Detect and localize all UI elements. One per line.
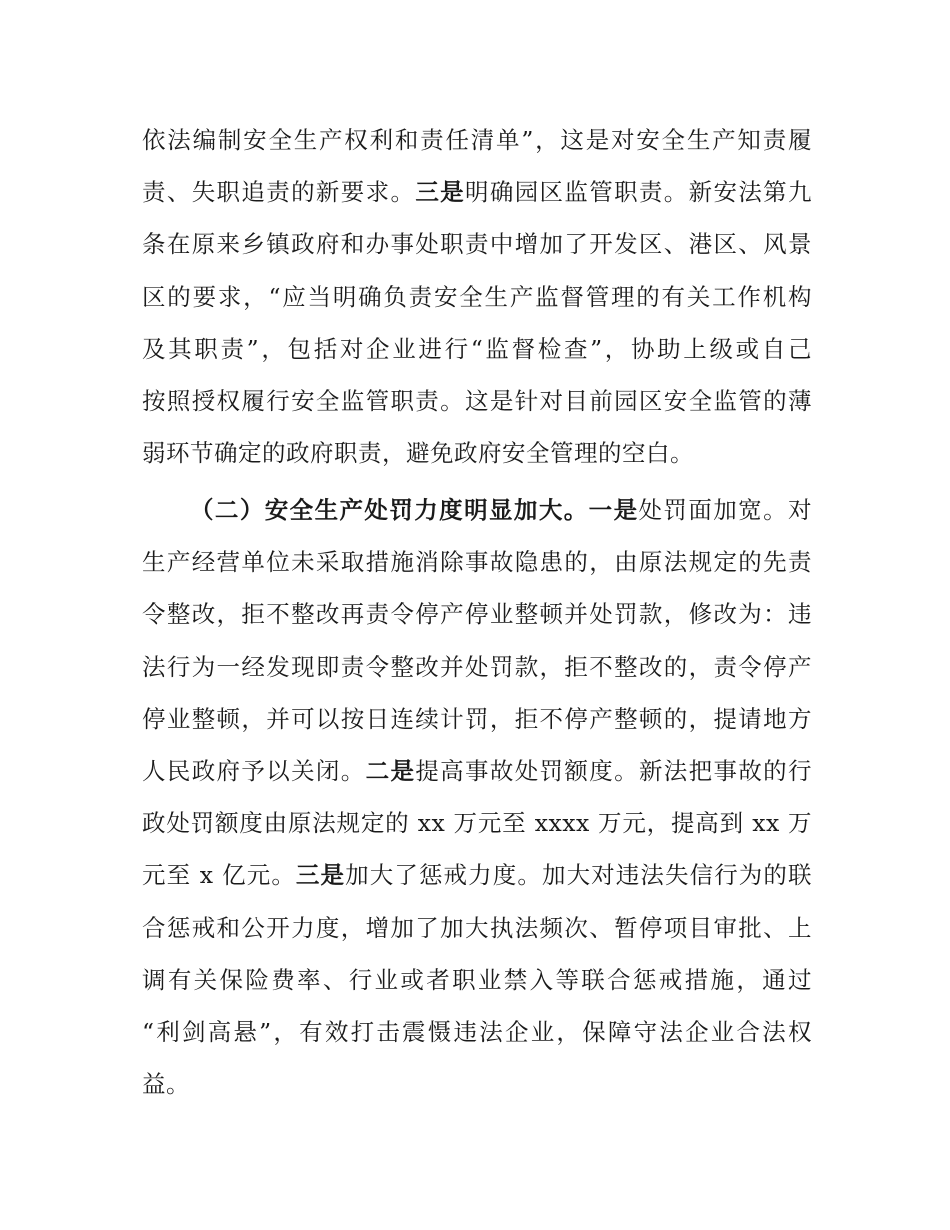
text-span: 责、失职追责的新要求。 [142,178,416,207]
text-span: 加大了惩戒力度。加大对违法失信行为的联 [345,861,813,890]
bold-text: 一是 [588,496,639,524]
text-span: 令整改，拒不整改再责令停产停业整顿并处罚款，修改为：违 [142,600,812,629]
text-line [142,647,812,687]
text-span: “利剑高悬”，有效打击震慑违法企业，保障守法企业合法权 [142,1018,812,1046]
text-span: 人民政府予以关闭。 [142,757,366,785]
text-span: 弱环节确定的政府职责，避免政府安全管理的空白。 [142,439,694,468]
text-line [142,1064,812,1104]
text-line [142,172,812,212]
text-line [190,490,812,530]
text-span: 处罚面加宽。对 [638,496,813,524]
text-span: 明确园区监管职责。新安法第九 [465,178,813,207]
text-line [142,542,812,582]
text-span: 生产经营单位未采取措施消除事故隐患的，由原法规定的先责 [142,548,812,577]
text-line [142,329,812,369]
bold-text: 三是 [415,178,466,207]
bold-text: 二是 [365,757,416,785]
text-span: 按照授权履行安全监管职责。这是针对目前园区安全监管的薄 [142,387,812,415]
text-span: 区的要求，“应当明确负责安全生产监督管理的有关工作机构 [142,282,812,311]
text-span: 元至 x 亿元。 [142,861,296,890]
text-line [142,855,812,895]
text-span: 条在原来乡镇政府和办事处职责中增加了开发区、港区、风景 [142,230,812,259]
text-line [142,751,812,791]
text-span: 合惩戒和公开力度，增加了加大执法频次、暂停项目审批、上 [142,913,812,942]
text-line [142,120,812,160]
text-span: 停业整顿，并可以按日连续计罚，拒不停产整顿的，提请地方 [142,704,812,733]
text-span: 益。 [142,1070,190,1099]
text-line [142,381,812,421]
text-span: 提高事故处罚额度。新法把事故的行 [415,757,813,785]
text-line [142,1012,812,1052]
text-line [142,699,812,739]
text-line [142,277,812,317]
text-span: 调有关保险费率、行业或者职业禁入等联合惩戒措施，通过 [142,965,812,994]
text-line [142,908,812,948]
text-line [142,433,812,473]
text-line [142,224,812,264]
text-span: 依法编制安全生产权利和责任清单”，这是对安全生产知责履 [142,126,812,154]
bold-text: 三是 [295,861,346,890]
text-line [142,960,812,1000]
text-span: 及其职责”，包括对企业进行“监督检查”，协助上级或自己 [142,334,812,363]
bold-text: （二）安全生产处罚力度明显加大。 [190,496,589,524]
text-line [142,803,812,843]
text-span: 政处罚额度由原法规定的 xx 万元至 xxxx 万元，提高到 xx 万 [142,809,812,838]
text-span: 法行为一经发现即责令整改并处罚款，拒不整改的，责令停产 [142,652,812,681]
text-line [142,594,812,634]
